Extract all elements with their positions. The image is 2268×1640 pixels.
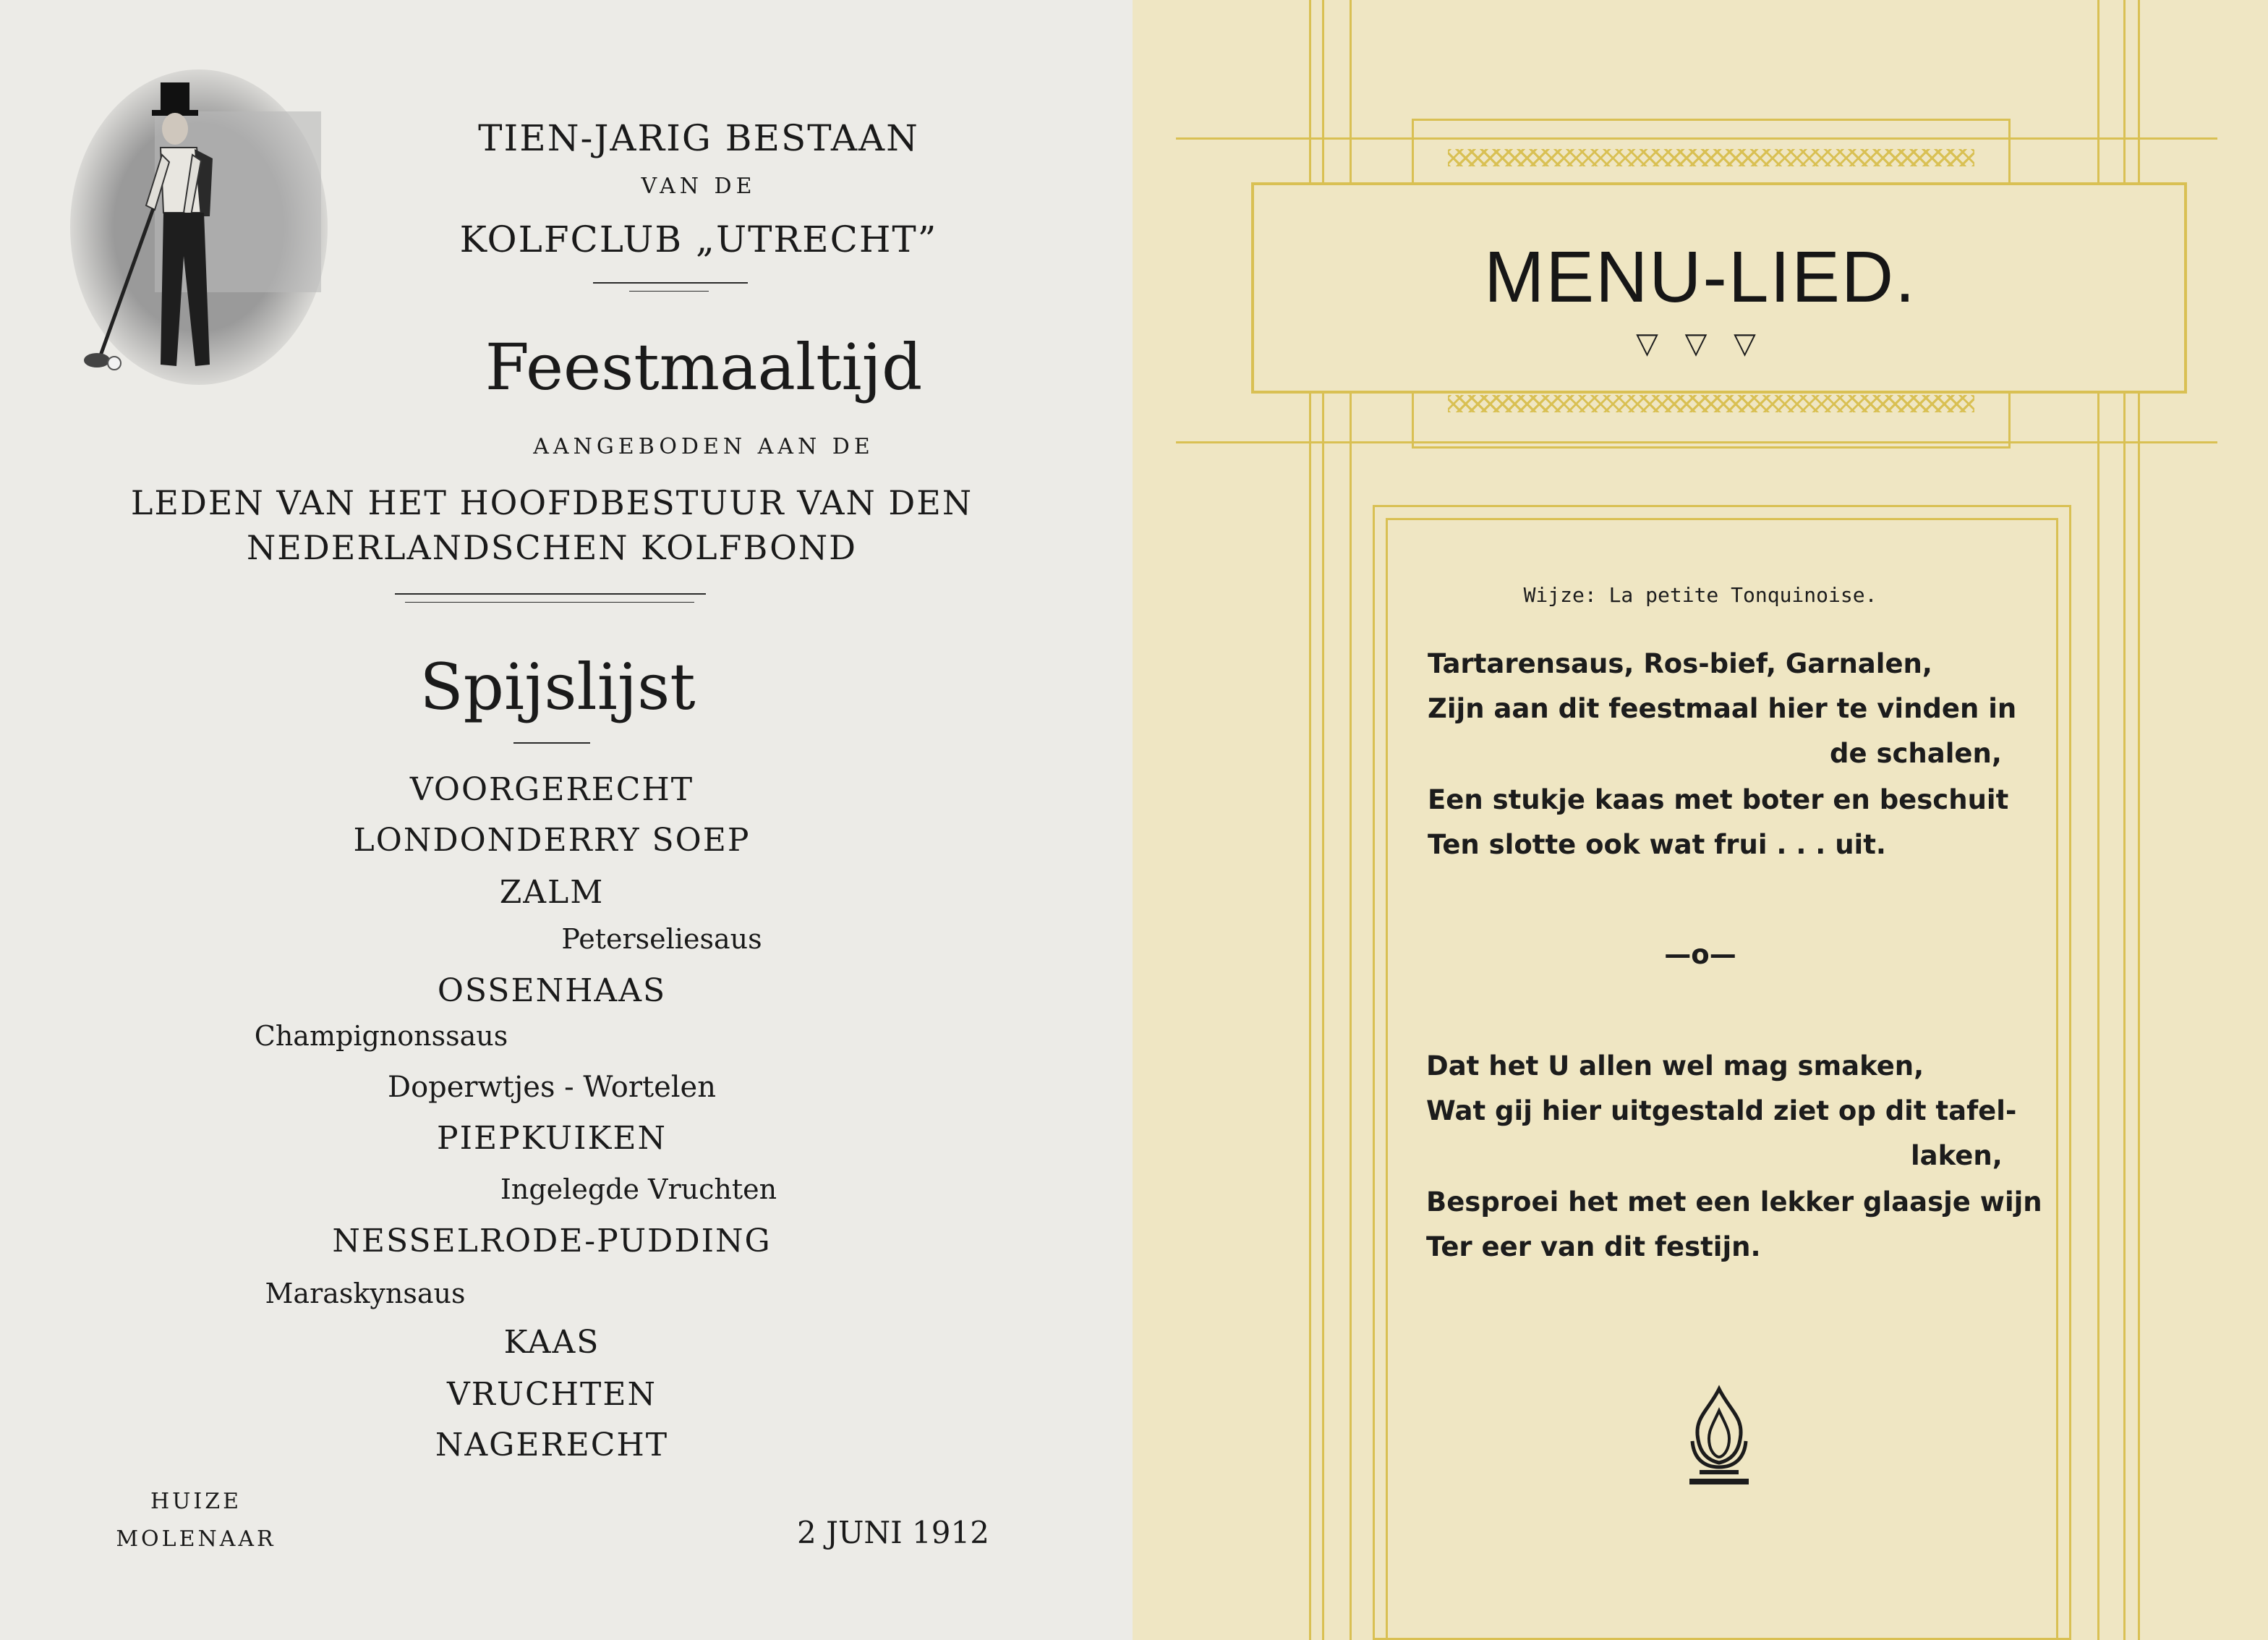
guests-line-2: NEDERLANDSCHEN KOLFBOND: [247, 528, 857, 567]
divider: [593, 282, 748, 284]
verse-line: Besproei het met een lekker glaasje wijn: [1426, 1186, 2042, 1218]
verse-line: Ter eer van dit festijn.: [1426, 1231, 1761, 1262]
ornament-band: [1448, 149, 1974, 166]
ornament-band: [1448, 395, 1974, 412]
header-line-1: TIEN-JARIG BESTAAN: [478, 117, 919, 159]
verse-line: Ten slotte ook wat frui . . . uit.: [1428, 829, 1886, 860]
menu-sauce: Peterseliesaus: [561, 923, 762, 955]
tune-note: Wijze: La petite Tonquinoise.: [1523, 583, 1877, 607]
menu-sauce: Maraskynsaus: [265, 1278, 466, 1309]
divider: [629, 291, 709, 292]
printer-name-line-1: HUIZE: [150, 1489, 242, 1514]
menu-item: VRUCHTEN: [447, 1376, 657, 1413]
club-name: KOLFCLUB „UTRECHT”: [459, 218, 938, 260]
triangle-ornament-icon: ▽ ▽ ▽: [1636, 327, 1765, 360]
printer-name-line-2: MOLENAAR: [116, 1526, 276, 1552]
menu-item: NAGERECHT: [435, 1427, 669, 1463]
flame-icon: [1679, 1382, 1759, 1489]
menu-item: NESSELRODE-PUDDING: [332, 1223, 772, 1259]
menu-side: Doperwtjes - Wortelen: [388, 1071, 716, 1104]
menu-item: OSSENHAAS: [437, 972, 667, 1009]
verse-separator: —o—: [1664, 939, 1736, 970]
header-line-2: VAN DE: [641, 174, 756, 199]
menu-item: KAAS: [503, 1324, 600, 1361]
verse-line: Dat het U allen wel mag smaken,: [1426, 1050, 1924, 1082]
verse-line: Wat gij hier uitgestald ziet op dit tafel-: [1426, 1095, 2017, 1126]
menu-item: LONDONDERRY SOEP: [353, 822, 751, 859]
verse-line: Tartarensaus, Ros-bief, Garnalen,: [1428, 648, 1932, 679]
left-menu-card: [0, 0, 1133, 1640]
divider: [405, 602, 694, 603]
menu-item: VOORGERECHT: [409, 771, 694, 808]
verse-line: laken,: [1911, 1140, 2003, 1171]
verse-line: de schalen,: [1830, 738, 2002, 769]
menu-sauce: Champignonssaus: [254, 1020, 508, 1052]
feast-title: Feestmaaltijd: [485, 330, 923, 404]
verse-line: Zijn aan dit feestmaal hier te vinden in: [1428, 693, 2017, 724]
event-date: 2 JUNI 1912: [797, 1515, 989, 1550]
divider: [395, 593, 706, 595]
guests-line-1: LEDEN VAN HET HOOFDBESTUUR VAN DEN: [130, 483, 973, 522]
song-title: MENU-LIED.: [1484, 237, 1917, 318]
divider: [513, 742, 590, 744]
right-song-card: [1133, 0, 2268, 1640]
menu-side: Ingelegde Vruchten: [500, 1173, 777, 1205]
verse-line: Een stukje kaas met boter en beschuit: [1428, 784, 2009, 815]
menu-item: PIEPKUIKEN: [437, 1120, 667, 1157]
menu-item: ZALM: [499, 874, 605, 911]
menu-title: Spijslijst: [419, 650, 696, 724]
offered-to: AANGEBODEN AAN DE: [533, 434, 874, 459]
